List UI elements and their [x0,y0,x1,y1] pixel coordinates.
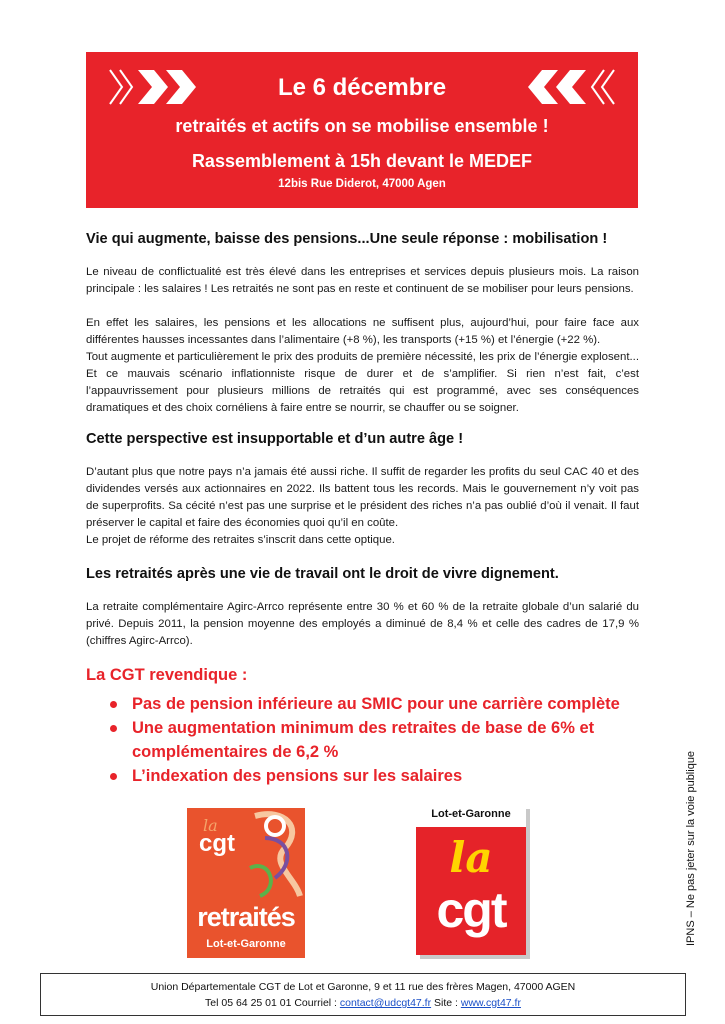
ipns-note: IPNS – Ne pas jeter sur la voie publique [685,750,697,946]
paragraph: Tout augmente et particulièrement le prix des produits de première nécessité, les prix de l’énergie explosent... Et ce mauvais scénario inflationniste risque de durer et de s’amplifier. Si rien n’est fait, c’est l’appauvrissement pour plusieurs millions de retraités qui est programmé, avec ses conséquences dramatiques et des choix cornéliens à faire entre se nourrir, se chauffer ou se soigner. [86,351,639,414]
footer-contact-line: Tel 05 64 25 01 01 Courriel : contact@udcgt47.fr Site : www.cgt47.fr [205,997,521,1009]
list-item: Pas de pension inférieure au SMIC pour une carrière complète [108,692,648,716]
email-link[interactable]: contact@udcgt47.fr [339,997,432,1009]
section-heading: Vie qui augmente, baisse des pensions...Une seule réponse : mobilisation ! [86,231,608,247]
logo-cgt-text: cgt [436,882,506,938]
logo-cgt-text: cgt [199,830,235,857]
logo-la-text: la [203,816,218,835]
section-heading: Les retraités après une vie de travail ont le droit de vivre dignement. [86,566,559,582]
paragraph: Le niveau de conflictualité est très élevé dans les entreprises et services depuis plusieurs mois. La raison principale : les salaires ! Les retraités ne sont pas en reste et continuent de se mobiliser pour leurs pensions. [86,266,639,295]
banner-tagline: retraités et actifs on se mobilise ensemble ! [175,116,549,136]
cgt-retraites-logo [187,808,305,958]
bullet-icon [110,725,117,732]
paragraph: Le projet de réforme des retraites s’inscrit dans cette optique. [86,534,395,546]
banner-date: Le 6 décembre [277,74,447,101]
footer-contact [40,973,686,1016]
section-heading: Cette perspective est insupportable et d’un autre âge ! [86,431,464,447]
demands-list [108,692,648,788]
logo-retraites-text: retraités [197,902,295,932]
footer-address: Union Départementale CGT de Lot et Garonne, 9 et 11 rue des frères Magen, 47000 AGEN [150,981,576,993]
demands-title: La CGT revendique : [86,666,248,684]
logo-region-text: Lot-et-Garonne [431,808,511,820]
list-item: Une augmentation minimum des retraites de base de 6% et complémentaires de 6,2 % [108,716,648,764]
cgt-lot-et-garonne-logo [416,805,526,955]
bullet-icon [110,773,117,780]
banner-gathering: Rassemblement à 15h devant le MEDEF [191,151,533,171]
event-banner [86,52,638,208]
bullet-icon [110,701,117,708]
paragraph: En effet les salaires, les pensions et les allocations ne suffisent plus, aujourd’hui, pour faire face aux différentes hausses incessantes dans l’alimentaire (+8 %), les transports (+15 %) et l’énergie (+22 %). [86,317,639,346]
ribbon-decoration-icon [245,808,305,898]
paragraph: D’autant plus que notre pays n’a jamais été aussi riche. Il suffit de regarder les profits du seul CAC 40 et des dividendes versés aux actionnaires en 2022. Ils battent tous les records. Mais le gouvernement n’y voit pas de superprofits. Sa cécité n’est pas une surprise et le président des riches n’a pas oublié d’où il venait. Il faut préserver le capital et faire des économies quoi qu’il en coûte. [86,466,639,529]
banner-address: 12bis Rue Diderot, 47000 Agen [278,178,446,190]
paragraph: La retraite complémentaire Agirc-Arrco représente entre 30 % et 60 % de la retraite globale d’un salarié du privé. Depuis 2011, la pension moyenne des employés a diminué de 8,4 % et celle des cadres de 17,9 % (chiffres Agirc-Arrco). [86,601,639,647]
website-link[interactable]: www.cgt47.fr [460,997,521,1009]
logo-la-text: la [449,833,493,882]
logo-region-text: Lot-et-Garonne [206,938,286,950]
list-item: L’indexation des pensions sur les salaires [108,764,648,788]
